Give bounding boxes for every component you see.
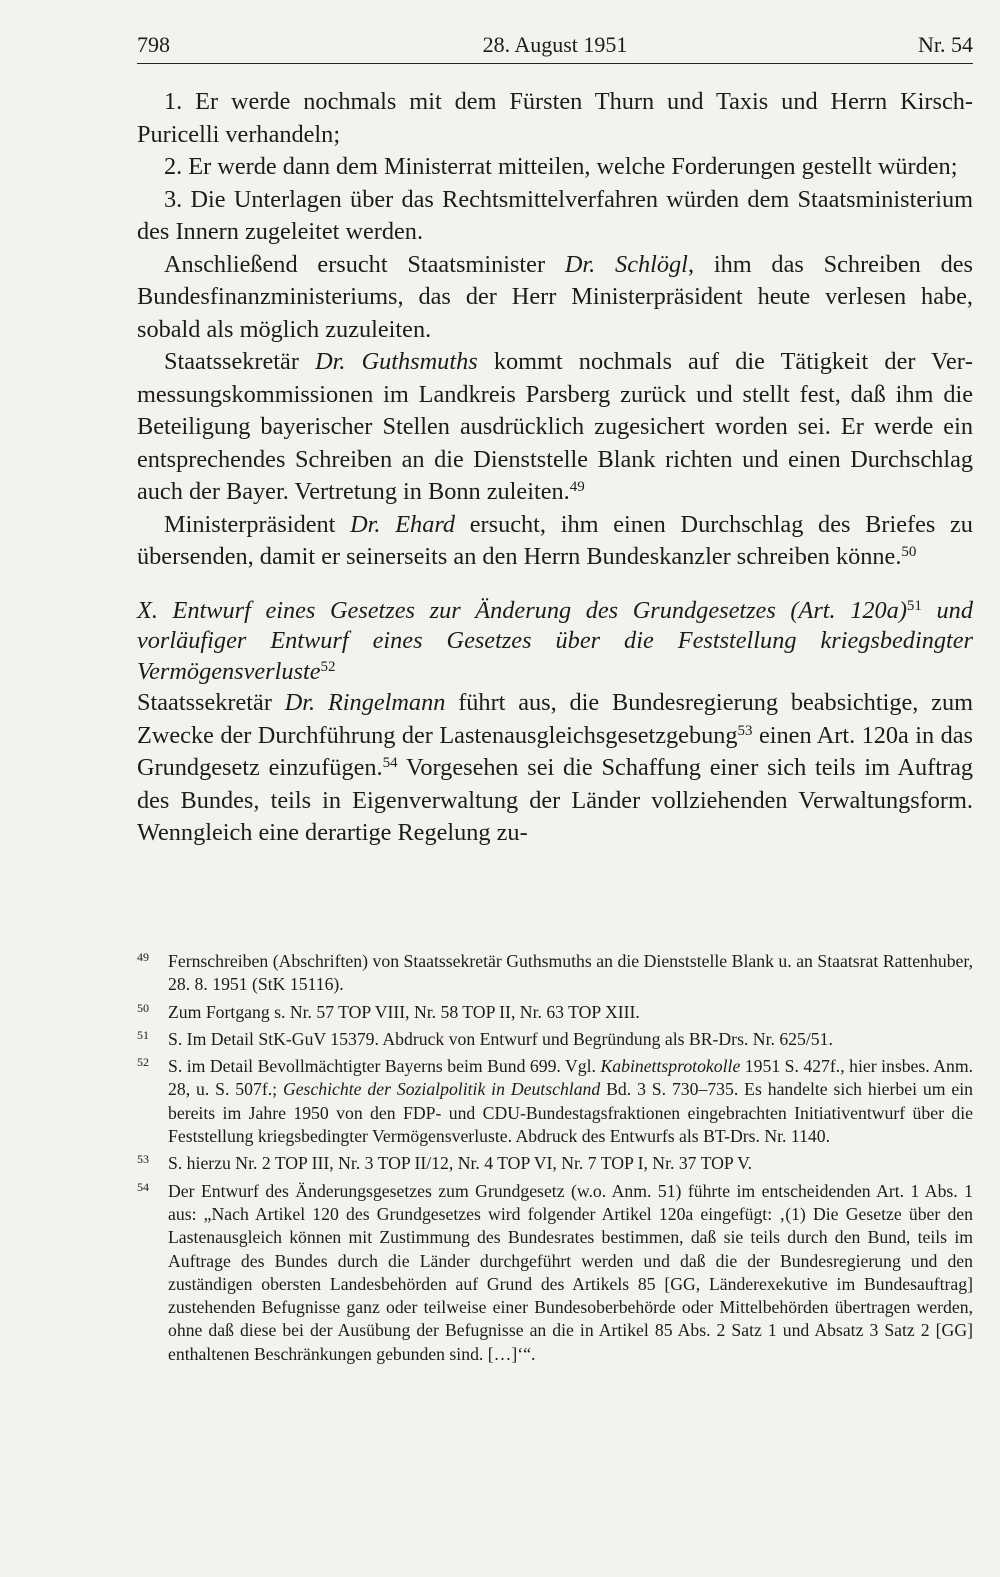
- footnote-text: S. Im Detail StK-GuV 15379. Abdruck von Entwurf und Begründung als BR-Drs. Nr. 625/51.: [168, 1028, 833, 1049]
- footnote-ref[interactable]: 49: [569, 479, 585, 495]
- footnote-number: 49: [137, 950, 149, 964]
- book-title: Kabinettsprotokolle: [600, 1056, 741, 1077]
- footnote-ref[interactable]: 53: [737, 722, 753, 739]
- footnote-number: 54: [137, 1179, 149, 1194]
- paragraph-guthsmuths: [137, 346, 973, 509]
- footnote-54: [137, 1180, 973, 1366]
- main-text: [137, 86, 973, 850]
- text-run: einen Art. 120a in das Grundgesetz einzufügen.: [137, 721, 973, 781]
- paragraph-ringelmann: [137, 687, 973, 850]
- text-run: kommt nochmals auf die Tätigkeit der Vermessungskommissionen im Landkreis Parsberg zurück und stellt fest, daß ihm die Beteiligung bayerischer Stellen ausdrücklich zugesichert worden sei. Er werde ein entsprechendes Schreiben an die Dienststelle Blank richten und einen Durchschlag auch der Bayer. Vertretung in Bonn zuleiten.: [137, 348, 973, 505]
- section-heading: [137, 596, 973, 688]
- footnote-ref[interactable]: 54: [382, 755, 398, 771]
- text-run: Staatssekretär: [137, 689, 285, 716]
- footnote-53: [137, 1152, 973, 1175]
- book-title: Geschichte der Sozialpolitik in Deutschland: [282, 1079, 601, 1100]
- footnote-ref[interactable]: 50: [901, 544, 917, 560]
- paragraph-ehard: [137, 509, 973, 574]
- text-run: führt aus, die Bundesregierung beabsichtige, zum Zwecke der Durchführung der Lastenausgleichsgesetzgebung: [137, 689, 973, 749]
- footnote-number: 51: [137, 1027, 149, 1042]
- running-header: [137, 28, 973, 62]
- footnote-ref[interactable]: 51: [906, 597, 922, 614]
- footnote-text: S. im Detail Bevollmächtigter Bayerns beim Bund 699. Vgl.: [168, 1056, 601, 1077]
- text-run: ersucht, ihm einen Durchschlag des Briefes zu übersenden, damit er seinerseits an den Herrn Bundeskanzler schreiben könne.: [137, 510, 973, 570]
- footnote-51: [137, 1028, 973, 1051]
- footnote-text: S. hierzu Nr. 2 TOP III, Nr. 3 TOP II/12, Nr. 4 TOP VI, Nr. 7 TOP I, Nr. 37 TOP V.: [168, 1153, 753, 1174]
- speaker-name: Dr. Ehard: [350, 510, 456, 538]
- speaker-name: Dr. Ringelmann: [284, 689, 446, 716]
- paragraph-item-2: 2. Er werde dann dem Ministerrat mitteilen, welche Forderungen gestellt würden;: [164, 153, 958, 180]
- text-run: Staatssekretär: [164, 348, 316, 375]
- speaker-name: Dr. Guthsmuths: [315, 348, 478, 375]
- paragraph-schloegl: [137, 249, 973, 347]
- page-number: 798: [137, 32, 170, 57]
- text-run: , ihm das Schreiben des Bundesfinanzministeriums, das der Herr Ministerpräsident heute verlesen habe, sobald als möglich zuzuleiten.: [137, 250, 973, 343]
- footnote-number: 53: [137, 1152, 149, 1167]
- footnote-ref[interactable]: 52: [320, 658, 336, 675]
- footnote-text: Bd. 3 S. 730–735. Es handelte sich hierbei um ein bereits im Jahre 1950 von den FDP- und CDU-Bundestagsfraktionen eingebrachten Initiativentwurf über die Feststellung kriegsbedingter Vermögensverluste. Abdruck des Entwurfs als BT-Drs. Nr. 1140.: [168, 1079, 973, 1147]
- heading-run: X. Entwurf eines Gesetzes zur Änderung des Grundgesetzes (Art. 120a): [137, 596, 907, 624]
- paragraph-item-1: 1. Er werde nochmals mit dem Fürsten Thurn und Taxis und Herrn Kirsch-Puricelli verhandeln;: [137, 88, 973, 148]
- footnotes: [137, 950, 973, 1370]
- footnote-49: [137, 950, 973, 997]
- footnote-text: 1951 S. 427f., hier insbes. Anm. 28, u. S. 507f.;: [168, 1056, 974, 1100]
- footnote-number: 52: [137, 1055, 149, 1070]
- paragraph-item-3: 3. Die Unterlagen über das Rechtsmittelverfahren würden dem Staatsministerium des Innern zugeleitet werden.: [137, 185, 973, 245]
- footnote-text: Fernschreiben (Abschriften) von Staatssekretär Guthsmuths an die Dienststelle Blank u. an Staatsrat Rattenhuber, 28. 8. 1951 (StK 15116).: [168, 951, 973, 995]
- footnote-number: 50: [137, 1000, 149, 1015]
- text-run: Vorgesehen sei die Schaffung einer sich teils im Auftrag des Bundes, teils in Eigenverwaltung der Länder vollziehenden Verwaltungsform. Wenngleich eine derartige Regelung zu-: [137, 754, 974, 846]
- heading-run: und vorläufiger Entwurf eines Gesetzes über die Feststellung kriegsbedingter Vermögensverluste: [137, 596, 973, 685]
- header-date: 28. August 1951: [482, 32, 628, 57]
- text-run: Ministerpräsident: [164, 510, 351, 538]
- footnote-text: Zum Fortgang s. Nr. 57 TOP VIII, Nr. 58 TOP II, Nr. 63 TOP XIII.: [168, 1001, 640, 1022]
- footnote-text: Der Entwurf des Änderungsgesetzes zum Grundgesetz (w.o. Anm. 51) führte im entscheidenden Art. 1 Abs. 1 aus: „Nach Artikel 120 des Grundgesetzes wird folgender Artikel 120a eingefügt: ‚(1) Die Gesetze über den Lastenausgleich können mit Zustimmung des Bundesrates bestimmen, daß sie teils durch den Bund, teils im Auftrage des Bundes durch die Länder durchgeführt werden und daß die der Bundesregierung und den zuständigen obersten Landesbehörden auf Grund des Artikels 85 [GG, Länderexekutive im Bundesauftrag] zustehenden Befugnisse ganz oder teilweise einer Bundesoberbehörde oder Mittelbehörden übertragen werden, ohne daß diese bei der Ausübung der Befugnisse an die in Artikel 85 Abs. 2 Satz 1 und Absatz 3 Satz 2 [GG] enthaltenen Beschränkungen gebunden sind. […]‘“.: [168, 1180, 973, 1364]
- speaker-name: Dr. Schlögl: [564, 250, 688, 278]
- footnote-50: [137, 1001, 973, 1024]
- header-rule: [137, 63, 973, 64]
- text-run: Anschließend ersucht Staatsminister: [164, 250, 565, 278]
- issue-number: Nr. 54: [918, 32, 973, 57]
- footnote-52: [137, 1055, 973, 1148]
